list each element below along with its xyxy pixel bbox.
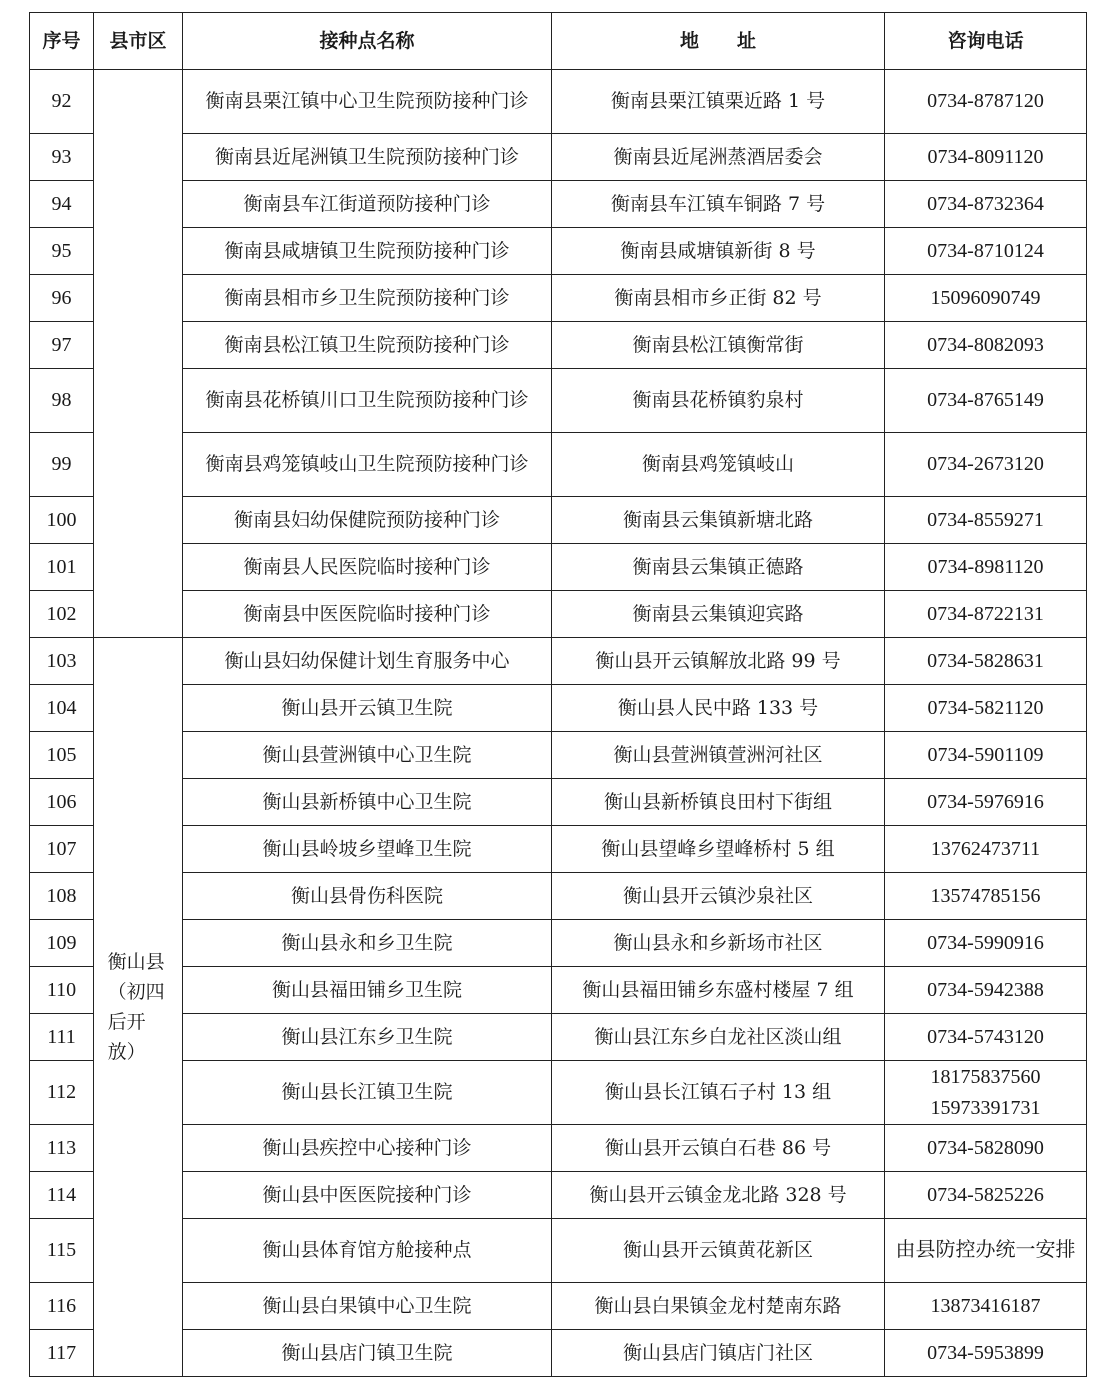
site-name: 衡南县相市乡卫生院预防接种门诊 xyxy=(183,275,552,322)
site-address: 衡南县云集镇正德路 xyxy=(552,544,885,591)
table-body xyxy=(30,70,1087,1377)
site-name: 衡山县长江镇卫生院 xyxy=(183,1061,552,1125)
site-address: 衡山县长江镇石子村 13 组 xyxy=(552,1061,885,1125)
site-phone: 0734-5828631 xyxy=(885,638,1087,685)
site-phone: 由县防控办统一安排 xyxy=(885,1219,1087,1283)
row-number: 115 xyxy=(30,1219,94,1283)
site-name: 衡山县开云镇卫生院 xyxy=(183,685,552,732)
site-name: 衡南县妇幼保健院预防接种门诊 xyxy=(183,497,552,544)
site-address: 衡南县云集镇迎宾路 xyxy=(552,591,885,638)
site-address: 衡山县店门镇店门社区 xyxy=(552,1330,885,1377)
header-row xyxy=(30,13,1087,70)
site-phone: 0734-8732364 xyxy=(885,181,1087,228)
header-address: 地 址 xyxy=(552,13,885,70)
site-name: 衡南县鸡笼镇岐山卫生院预防接种门诊 xyxy=(183,433,552,497)
site-address: 衡山县望峰乡望峰桥村 5 组 xyxy=(552,826,885,873)
site-phone: 0734-2673120 xyxy=(885,433,1087,497)
site-address: 衡南县鸡笼镇岐山 xyxy=(552,433,885,497)
site-name: 衡南县花桥镇川口卫生院预防接种门诊 xyxy=(183,369,552,433)
table-row xyxy=(30,228,1087,275)
site-address: 衡南县栗江镇栗近路 1 号 xyxy=(552,70,885,134)
table-row xyxy=(30,685,1087,732)
table-row xyxy=(30,1330,1087,1377)
site-address: 衡南县车江镇车铜路 7 号 xyxy=(552,181,885,228)
site-phone: 0734-5953899 xyxy=(885,1330,1087,1377)
site-address: 衡山县人民中路 133 号 xyxy=(552,685,885,732)
site-phone: 15096090749 xyxy=(885,275,1087,322)
table-row xyxy=(30,1219,1087,1283)
row-number: 102 xyxy=(30,591,94,638)
site-name: 衡山县骨伤科医院 xyxy=(183,873,552,920)
site-address: 衡山县萱洲镇萱洲河社区 xyxy=(552,732,885,779)
site-phone: 0734-5990916 xyxy=(885,920,1087,967)
site-phone: 0734-8722131 xyxy=(885,591,1087,638)
site-address: 衡山县白果镇金龙村楚南东路 xyxy=(552,1283,885,1330)
header-county: 县市区 xyxy=(94,13,183,70)
site-address: 衡南县花桥镇豹泉村 xyxy=(552,369,885,433)
table-row xyxy=(30,181,1087,228)
table-row xyxy=(30,1061,1087,1125)
county-label: 衡山县（初四后开放） xyxy=(107,951,165,1063)
site-phone: 0734-8559271 xyxy=(885,497,1087,544)
site-name: 衡山县萱洲镇中心卫生院 xyxy=(183,732,552,779)
table-row xyxy=(30,1125,1087,1172)
table-row xyxy=(30,920,1087,967)
site-name: 衡南县咸塘镇卫生院预防接种门诊 xyxy=(183,228,552,275)
site-name: 衡山县妇幼保健计划生育服务中心 xyxy=(183,638,552,685)
site-name: 衡南县近尾洲镇卫生院预防接种门诊 xyxy=(183,134,552,181)
table-row xyxy=(30,1014,1087,1061)
site-name: 衡山县永和乡卫生院 xyxy=(183,920,552,967)
row-number: 117 xyxy=(30,1330,94,1377)
site-address: 衡山县开云镇白石巷 86 号 xyxy=(552,1125,885,1172)
row-number: 113 xyxy=(30,1125,94,1172)
row-number: 95 xyxy=(30,228,94,275)
row-number: 99 xyxy=(30,433,94,497)
site-name: 衡山县店门镇卫生院 xyxy=(183,1330,552,1377)
row-number: 92 xyxy=(30,70,94,134)
site-address: 衡山县开云镇沙泉社区 xyxy=(552,873,885,920)
table-row xyxy=(30,1283,1087,1330)
row-number: 108 xyxy=(30,873,94,920)
site-phone: 13574785156 xyxy=(885,873,1087,920)
site-address: 衡山县永和乡新场市社区 xyxy=(552,920,885,967)
site-name: 衡山县中医医院接种门诊 xyxy=(183,1172,552,1219)
site-phone: 13873416187 xyxy=(885,1283,1087,1330)
table-row xyxy=(30,1172,1087,1219)
site-phone: 0734-5828090 xyxy=(885,1125,1087,1172)
row-number: 103 xyxy=(30,638,94,685)
table-row xyxy=(30,322,1087,369)
site-phone: 0734-8082093 xyxy=(885,322,1087,369)
site-phone: 0734-8091120 xyxy=(885,134,1087,181)
site-phone: 0734-8787120 xyxy=(885,70,1087,134)
site-address: 衡山县福田铺乡东盛村楼屋 7 组 xyxy=(552,967,885,1014)
site-phone: 18175837560 15973391731 xyxy=(885,1061,1087,1125)
row-number: 107 xyxy=(30,826,94,873)
table-row xyxy=(30,732,1087,779)
site-phone: 0734-8765149 xyxy=(885,369,1087,433)
site-phone: 0734-5976916 xyxy=(885,779,1087,826)
row-number: 105 xyxy=(30,732,94,779)
table-row xyxy=(30,779,1087,826)
site-address: 衡山县开云镇黄花新区 xyxy=(552,1219,885,1283)
table-row xyxy=(30,70,1087,134)
table-row xyxy=(30,591,1087,638)
site-address: 衡南县云集镇新塘北路 xyxy=(552,497,885,544)
row-number: 112 xyxy=(30,1061,94,1125)
site-name: 衡南县栗江镇中心卫生院预防接种门诊 xyxy=(183,70,552,134)
row-number: 110 xyxy=(30,967,94,1014)
table-row xyxy=(30,134,1087,181)
site-name: 衡山县新桥镇中心卫生院 xyxy=(183,779,552,826)
vaccination-sites-table xyxy=(29,12,1087,1377)
table-row xyxy=(30,638,1087,685)
row-number: 94 xyxy=(30,181,94,228)
row-number: 97 xyxy=(30,322,94,369)
table-row xyxy=(30,873,1087,920)
site-address: 衡山县江东乡白龙社区淡山组 xyxy=(552,1014,885,1061)
site-name: 衡山县白果镇中心卫生院 xyxy=(183,1283,552,1330)
site-name: 衡山县岭坡乡望峰卫生院 xyxy=(183,826,552,873)
table-row xyxy=(30,369,1087,433)
site-address: 衡山县新桥镇良田村下街组 xyxy=(552,779,885,826)
site-phone: 0734-8710124 xyxy=(885,228,1087,275)
site-address: 衡南县近尾洲蒸酒居委会 xyxy=(552,134,885,181)
row-number: 96 xyxy=(30,275,94,322)
site-address: 衡南县相市乡正街 82 号 xyxy=(552,275,885,322)
table-row xyxy=(30,497,1087,544)
row-number: 93 xyxy=(30,134,94,181)
site-address: 衡南县咸塘镇新街 8 号 xyxy=(552,228,885,275)
site-phone: 0734-8981120 xyxy=(885,544,1087,591)
site-phone: 0734-5821120 xyxy=(885,685,1087,732)
site-name: 衡南县中医医院临时接种门诊 xyxy=(183,591,552,638)
site-name: 衡山县福田铺乡卫生院 xyxy=(183,967,552,1014)
row-number: 101 xyxy=(30,544,94,591)
header-no: 序号 xyxy=(30,13,94,70)
table-row xyxy=(30,544,1087,591)
table-row xyxy=(30,275,1087,322)
site-name: 衡南县车江街道预防接种门诊 xyxy=(183,181,552,228)
row-number: 116 xyxy=(30,1283,94,1330)
site-address: 衡山县开云镇金龙北路 328 号 xyxy=(552,1172,885,1219)
site-name: 衡山县疾控中心接种门诊 xyxy=(183,1125,552,1172)
row-number: 114 xyxy=(30,1172,94,1219)
row-number: 98 xyxy=(30,369,94,433)
site-name: 衡山县江东乡卫生院 xyxy=(183,1014,552,1061)
header-site-name: 接种点名称 xyxy=(183,13,552,70)
table-row xyxy=(30,967,1087,1014)
row-number: 109 xyxy=(30,920,94,967)
county-cell xyxy=(94,638,183,1377)
row-number: 111 xyxy=(30,1014,94,1061)
site-address: 衡南县松江镇衡常街 xyxy=(552,322,885,369)
site-name: 衡南县人民医院临时接种门诊 xyxy=(183,544,552,591)
site-phone: 0734-5901109 xyxy=(885,732,1087,779)
row-number: 106 xyxy=(30,779,94,826)
site-address: 衡山县开云镇解放北路 99 号 xyxy=(552,638,885,685)
row-number: 104 xyxy=(30,685,94,732)
site-name: 衡山县体育馆方舱接种点 xyxy=(183,1219,552,1283)
row-number: 100 xyxy=(30,497,94,544)
site-phone: 0734-5825226 xyxy=(885,1172,1087,1219)
site-phone: 0734-5743120 xyxy=(885,1014,1087,1061)
table-row xyxy=(30,826,1087,873)
table-row xyxy=(30,433,1087,497)
site-phone: 0734-5942388 xyxy=(885,967,1087,1014)
site-name: 衡南县松江镇卫生院预防接种门诊 xyxy=(183,322,552,369)
header-phone: 咨询电话 xyxy=(885,13,1087,70)
county-cell xyxy=(94,70,183,638)
site-phone: 13762473711 xyxy=(885,826,1087,873)
